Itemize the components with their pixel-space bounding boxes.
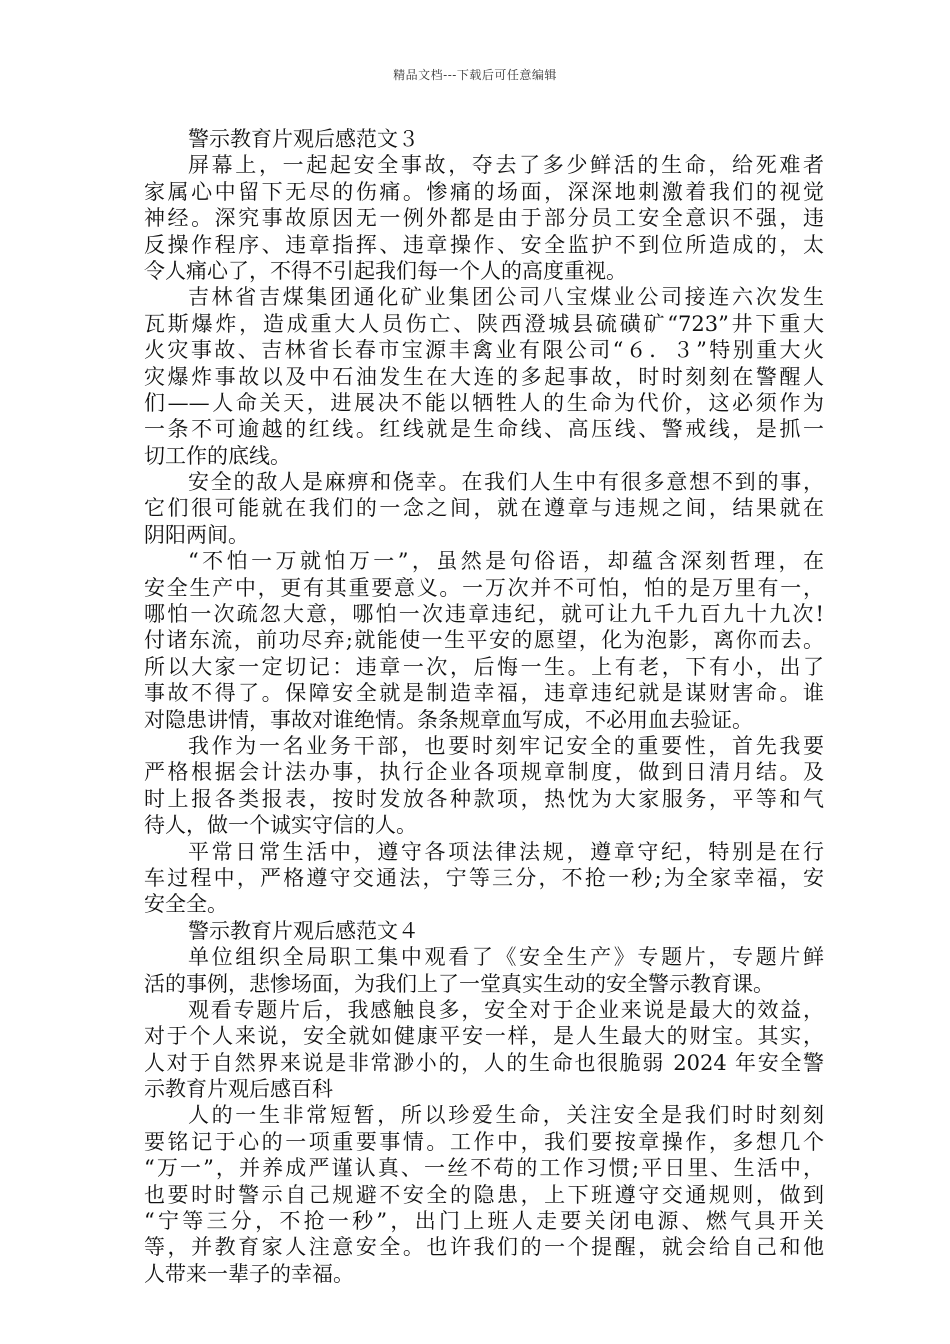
paragraph: [144, 548, 824, 733]
text-line: 车过程中，严格遵守交通法，宁等三分，不抢一秒;为全家幸福，安: [144, 865, 824, 890]
section-heading: [144, 918, 824, 944]
text-line: 对于个人来说，安全就如健康平安一样，是人生最大的财宝。其实，: [144, 1024, 824, 1049]
text-line: 反操作程序、违章指挥、违章操作、安全监护不到位所造成的，太: [144, 232, 824, 257]
text-line: 示教育片观后感百科: [144, 1077, 333, 1102]
text-line: 家属心中留下无尽的伤痛。惨痛的场面，深深地刺激着我们的视觉: [144, 179, 824, 204]
text-line: “万一”，并养成严谨认真、一丝不苟的工作习惯;平日里、生活中，: [144, 1156, 824, 1181]
text-line: 一条不可逾越的红线。红线就是生命线、高压线、警戒线，是抓一: [144, 417, 824, 442]
paragraph: [144, 944, 824, 997]
text-line: 屏幕上，一起起安全事故，夺去了多少鲜活的生命，给死难者: [188, 153, 824, 178]
section-heading: [144, 126, 824, 152]
text-line: 们——人命关天，进展决不能以牺牲人的生命为代价，这必须作为: [144, 390, 824, 415]
text-line: 人带来一辈子的幸福。: [144, 1261, 354, 1286]
text-line: 阴阳两间。: [144, 522, 249, 547]
text-line: 对隐患讲情，事故对谁绝情。条条规章血写成，不必用血去验证。: [144, 707, 753, 732]
text-line: 活的事例，悲惨场面，为我们上了一堂真实生动的安全警示教育课。: [144, 971, 774, 996]
text-line: 待人，做一个诚实守信的人。: [144, 813, 417, 838]
text-line: 火灾事故、吉林省长春市宝源丰禽业有限公司“６．３”特别重大火: [144, 338, 824, 363]
text-line: 也要时时警示自己规避不安全的隐患，上下班遵守交通规则，做到: [144, 1182, 824, 1207]
text-line: 等，并教育家人注意安全。也许我们的一个提醒，就会给自己和他: [144, 1235, 824, 1260]
text-line: 切工作的底线。: [144, 443, 291, 468]
text-line: 瓦斯爆炸，造成重大人员伤亡、陕西澄城县硫磺矿“723”井下重大: [144, 311, 824, 336]
text-line: 人的一生非常短暂，所以珍爱生命，关注安全是我们时时刻刻: [188, 1103, 824, 1128]
paragraph: [144, 152, 824, 284]
page-header: 精品文档---下载后可任意编辑: [393, 68, 557, 82]
text-line: “不怕一万就怕万一”，虽然是句俗语，却蕴含深刻哲理，在: [188, 549, 824, 574]
text-line: 要铭记于心的一项重要事情。工作中，我们要按章操作，多想几个: [144, 1129, 824, 1154]
text-line: 所以大家一定切记：违章一次，后悔一生。上有老，下有小，出了: [144, 654, 824, 679]
heading-text: 警示教育片观后感范文３: [188, 127, 419, 151]
paragraph: [144, 1102, 824, 1287]
text-line: “宁等三分，不抢一秒”，出门上班人走要关闭电源、燃气具开关: [144, 1209, 824, 1234]
paragraph: [144, 469, 824, 548]
text-line: 神经。深究事故原因无一例外都是由于部分员工安全意识不强，违: [144, 206, 824, 231]
text-line: 安全的敌人是麻痹和侥幸。在我们人生中有很多意想不到的事，: [188, 470, 824, 495]
text-line: 付诸东流，前功尽弃;就能使一生平安的愿望，化为泡影，离你而去。: [144, 628, 824, 653]
document-body: [144, 126, 824, 1287]
text-line: 人对于自然界来说是非常渺小的，人的生命也很脆弱 2024 年安全警: [144, 1050, 824, 1075]
text-line: 令人痛心了，不得不引起我们每一个人的高度重视。: [144, 258, 627, 283]
text-line: 安全全。: [144, 892, 228, 917]
text-line: 灾爆炸事故以及中石油发生在大连的多起事故，时时刻刻在警醒人: [144, 364, 824, 389]
text-line: 严格根据会计法办事，执行企业各项规章制度，做到日清月结。及: [144, 760, 824, 785]
text-line: 观看专题片后，我感触良多，安全对于企业来说是最大的效益，: [188, 997, 824, 1022]
text-line: 吉林省吉煤集团通化矿业集团公司八宝煤业公司接连六次发生: [188, 285, 824, 310]
paragraph: [144, 733, 824, 839]
heading-text: 警示教育片观后感范文４: [188, 918, 419, 943]
text-line: 事故不得了。保障安全就是制造幸福，违章违纪就是谋财害命。谁: [144, 681, 824, 706]
text-line: 单位组织全局职工集中观看了《安全生产》专题片，专题片鲜: [188, 945, 824, 970]
paragraph: [144, 839, 824, 918]
text-line: 平常日常生活中，遵守各项法律法规，遵章守纪，特别是在行: [188, 839, 824, 864]
text-line: 它们很可能就在我们的一念之间，就在遵章与违规之间，结果就在: [144, 496, 824, 521]
text-line: 安全生产中，更有其重要意义。一万次并不可怕，怕的是万里有一，: [144, 575, 824, 600]
text-line: 我作为一名业务干部，也要时刻牢记安全的重要性，首先我要: [188, 733, 824, 758]
paragraph: [144, 284, 824, 469]
paragraph: [144, 997, 824, 1103]
text-line: 哪怕一次疏忽大意，哪怕一次违章违纪，就可让九千九百九十九次!: [144, 602, 824, 627]
text-line: 时上报各类报表，按时发放各种款项，热忱为大家服务，平等和气: [144, 786, 824, 811]
